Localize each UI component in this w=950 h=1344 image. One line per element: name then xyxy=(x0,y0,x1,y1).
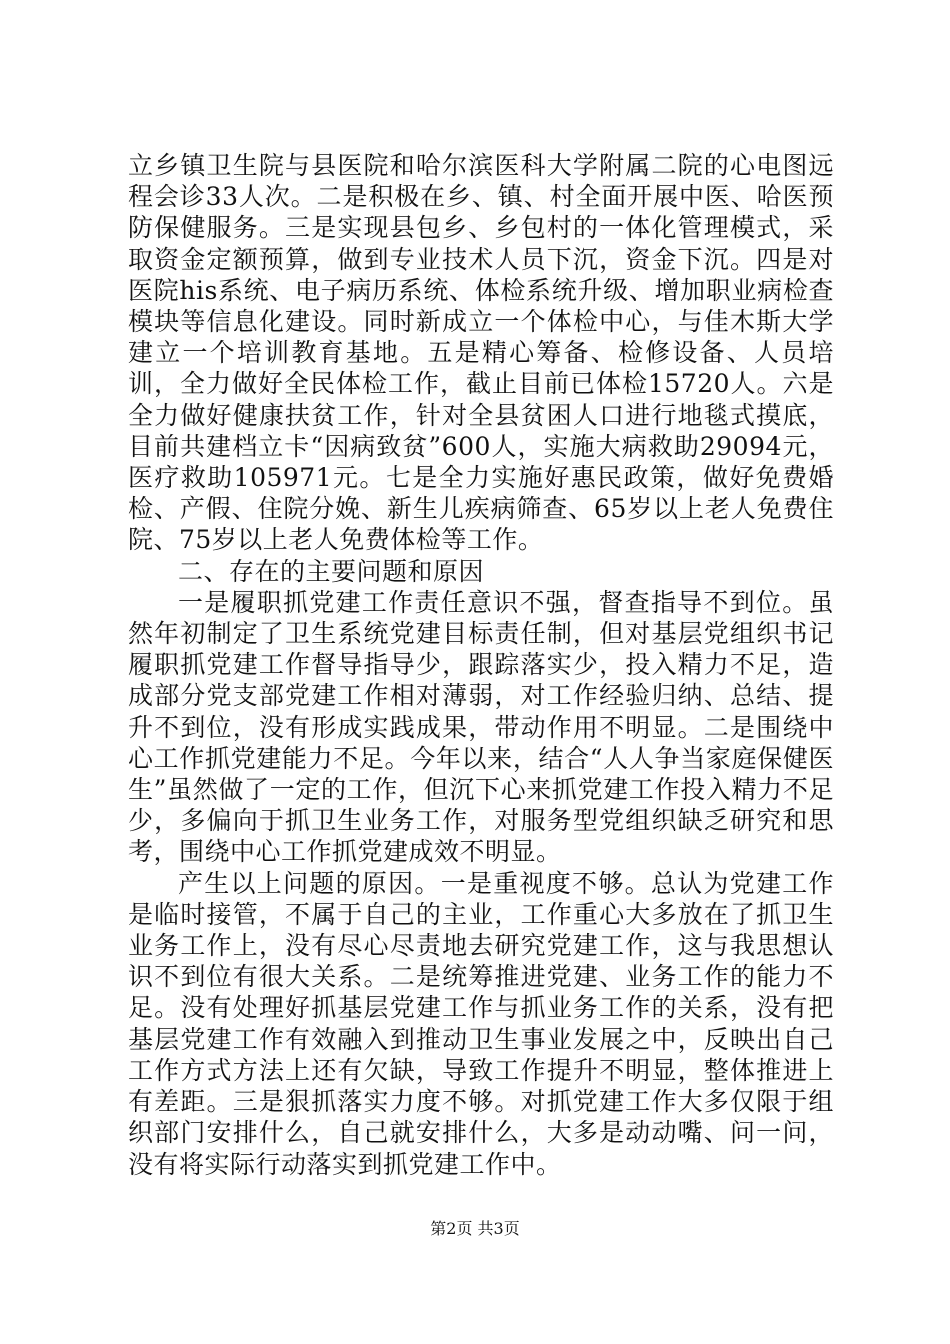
paragraph-problems: 一是履职抓党建工作责任意识不强，督查指导不到位。虽然年初制定了卫生系统党建目标责任制，但对基层党组织书记履职抓党建工作督导指导少，跟踪落实少，投入精力不足，造成部分党支部党建工作相对薄弱，对工作经验归纳、总结、提升不到位，没有形成实践成果，带动作用不明显。二是围绕中心工作抓党建能力不足。今年以来，结合“人人争当家庭保健医生”虽然做了一定的工作，但沉下心来抓党建工作投入精力不足少，多偏向于抓卫生业务工作，对服务型党组织缺乏研究和思考，围绕中心工作抓党建成效不明显。 xyxy=(128,587,834,867)
paragraph-causes: 产生以上问题的原因。一是重视度不够。总认为党建工作是临时接管，不属于自己的主业，工作重心大多放在了抓卫生业务工作上，没有尽心尽责地去研究党建工作，这与我思想认识不到位有很大关系。二是统筹推进党建、业务工作的能力不足。没有处理好抓基层党建工作与抓业务工作的关系，没有把基层党建工作有效融入到推动卫生事业发展之中，反映出自己工作方式方法上还有欠缺，导致工作提升不明显，整体推进上有差距。三是狠抓落实力度不够。对抓党建工作大多仅限于组织部门安排什么，自己就安排什么，大多是动动嘴、问一问，没有将实际行动落实到抓党建工作中。 xyxy=(128,868,834,1179)
paragraph-continuation: 立乡镇卫生院与县医院和哈尔滨医科大学附属二院的心电图远程会诊33人次。二是积极在乡、镇、村全面开展中医、哈医预防保健服务。三是实现县包乡、乡包村的一体化管理模式，采取资金定额预算，做到专业技术人员下沉，资金下沉。四是对医院his系统、电子病历系统、体检系统升级、增加职业病检查模块等信息化建设。同时新成立一个体检中心，与佳木斯大学建立一个培训教育基地。五是精心筹备、检修设备、人员培训，全力做好全民体检工作，截止目前已体检15720人。六是全力做好健康扶贫工作，针对全县贫困人口进行地毯式摸底，目前共建档立卡“因病致贫”600人，实施大病救助29094元，医疗救助105971元。七是全力实施好惠民政策，做好免费婚检、产假、住院分娩、新生儿疾病筛查、65岁以上老人免费住院、75岁以上老人免费体检等工作。 xyxy=(128,151,834,555)
document-body xyxy=(128,150,834,1180)
section-heading: 二、存在的主要问题和原因 xyxy=(178,556,485,586)
page-number-footer: 第2页 共3页 xyxy=(430,1219,520,1238)
